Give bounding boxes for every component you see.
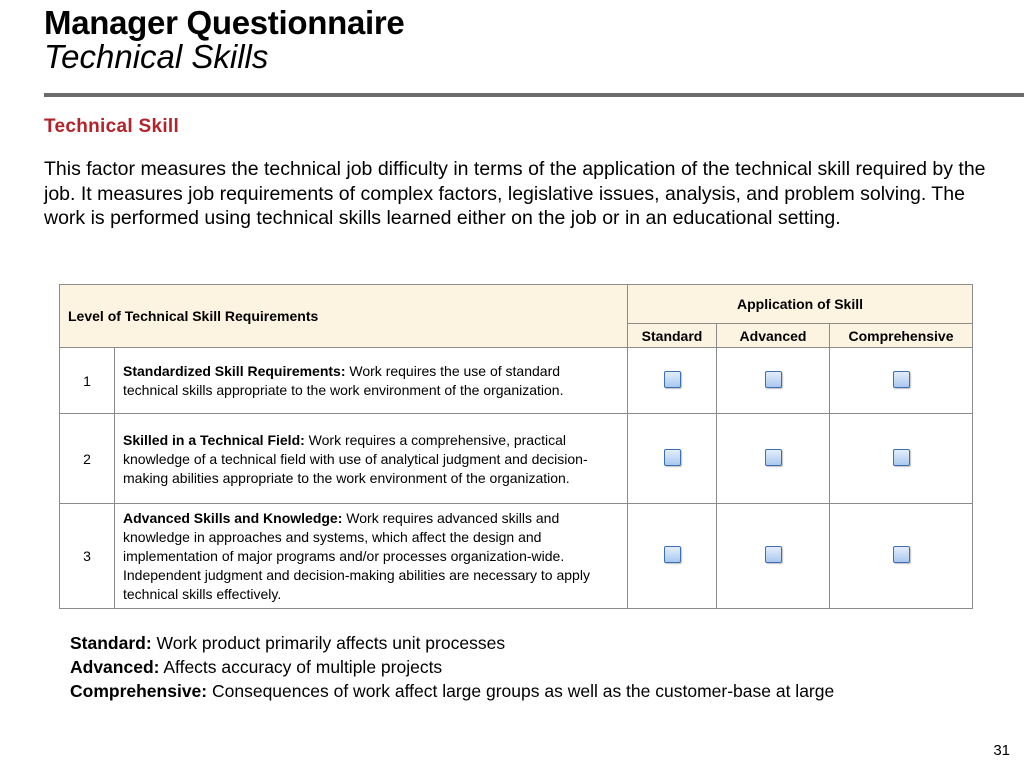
legend-item [70,655,834,679]
level-description [115,504,628,609]
column-header-advanced: Advanced [717,324,830,348]
checkbox-level3-comprehensive[interactable] [893,546,910,563]
checkbox-level2-comprehensive[interactable] [893,449,910,466]
checkbox-level1-standard[interactable] [664,371,681,388]
page-number: 31 [993,742,1010,759]
section-title: Technical Skill [44,116,180,137]
column-header-standard: Standard [628,324,717,348]
checkbox-level2-advanced[interactable] [765,449,782,466]
level-number: 1 [60,348,115,414]
level-term: Skilled in a Technical Field: [123,431,305,448]
level-text: Work requires a comprehensive, practical knowledge of a technical field with use of analytical judgment and decision-making abilities appropriate to the work environment of the organization. [123,431,588,486]
legend-term: Standard: [70,633,152,653]
application-header: Application of Skill [628,285,973,324]
checkbox-level1-advanced[interactable] [765,371,782,388]
level-description [115,348,628,414]
legend-item [70,631,834,655]
checkbox-level3-advanced[interactable] [765,546,782,563]
legend-text: Work product primarily affects unit processes [151,633,506,653]
legend [70,631,834,703]
page-subtitle: Technical Skills [44,38,269,75]
checkbox-level1-comprehensive[interactable] [893,371,910,388]
level-text: Work requires advanced skills and knowledge in approaches and systems, which affect the design and implementation of major programs and/or processes organization-wide. Independent judgment and decision-making abilities are necessary to apply technical skills effectively. [123,510,590,602]
table-row [60,348,973,414]
level-number: 3 [60,504,115,609]
table-row [60,414,973,504]
title-divider [44,93,1024,97]
legend-term: Comprehensive: [70,681,208,701]
level-term: Advanced Skills and Knowledge: [123,510,343,526]
checkbox-level3-standard[interactable] [664,546,681,563]
intro-paragraph: This factor measures the technical job difficulty in terms of the application of the technical skill required by the job. It measures job requirements of complex factors, legislative issues, analysis, and problem solving. The work is performed using technical skills learned either on the job or in an educational setting. [44,158,986,229]
legend-text: Consequences of work affect large groups as well as the customer-base at large [207,681,835,701]
column-header-comprehensive: Comprehensive [830,324,973,348]
legend-text: Affects accuracy of multiple projects [159,657,443,677]
page-title-block [44,6,404,74]
level-description [115,414,628,504]
level-header: Level of Technical Skill Requirements [60,285,628,348]
page-title: Manager Questionnaire [44,4,405,41]
legend-term: Advanced: [70,657,160,677]
table-row [60,504,973,609]
level-number: 2 [60,414,115,504]
checkbox-level2-standard[interactable] [664,449,681,466]
legend-item [70,679,834,703]
skills-table [59,284,973,609]
level-text: Work requires the use of standard technical skills appropriate to the work environment of the organization. [123,363,564,398]
level-term: Standardized Skill Requirements: [123,363,346,379]
